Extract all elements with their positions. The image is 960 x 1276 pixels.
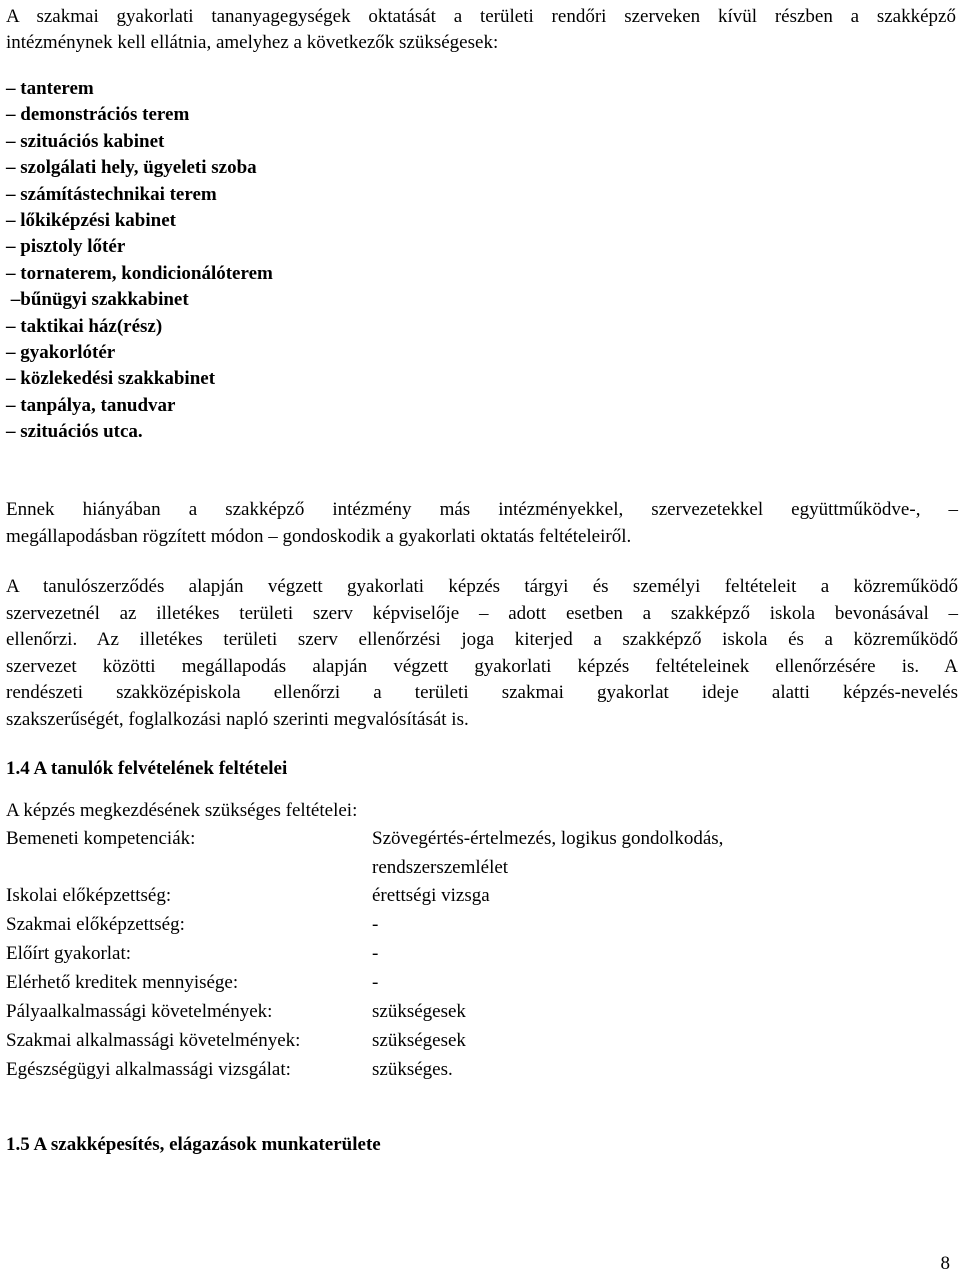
intro-line: intézménynek kell ellátnia, amelyhez a következők szükségesek: [6,32,499,53]
list-item: – szituációs utca. [6,421,143,443]
list-item: – tanterem [6,78,94,99]
requirement-value: szükséges. [372,1059,453,1080]
table-row [6,881,812,910]
section-heading-admission: 1.4 A tanulók felvételének feltételei [6,758,288,779]
page-number: 8 [940,1253,950,1274]
list-item: – szolgálati hely, ügyeleti szoba [6,157,257,179]
list-item: – taktikai ház(rész) [6,315,163,337]
requirements-title: A képzés megkezdésének szükséges feltételei: [6,800,358,821]
table-row [6,824,812,881]
intro-paragraph [6,4,956,56]
list-item: – tanpálya, tanudvar [6,394,176,416]
alternative-arrangement-paragraph [6,497,958,550]
paragraph-line: szakszerűségét, foglalkozási napló szerinti megvalósítását is. [6,708,469,730]
paragraph-line: Ennek hiányában a szakképző intézmény más intézményekkel, szervezetekkel együttműködve-, – [6,499,958,520]
list-item: – számítástechnikai terem [6,183,217,205]
requirements-table [6,824,812,1084]
requirement-label: Bemeneti kompetenciák: [6,828,196,849]
list-item: –bűnügyi szakkabinet [6,289,189,311]
list-item: – demonstrációs terem [6,104,190,126]
requirement-value: érettségi vizsga [372,885,490,906]
requirement-label: Iskolai előképzettség: [6,885,172,906]
list-item: – szituációs kabinet [6,130,165,152]
table-row [6,910,812,939]
table-row [6,939,812,968]
paragraph-line: szervezet közötti megállapodás alapján végzett gyakorlati képzés feltételeinek ellenőrzésére is. A [6,655,958,677]
requirement-value: - [372,972,379,993]
requirement-value-line: Szövegértés-értelmezés, logikus gondolkodás, [372,828,724,849]
section-heading-work-area: 1.5 A szakképesítés, elágazások munkaterülete [6,1134,381,1155]
paragraph-line: ellenőrzi. Az illetékes területi szerv ellenőrzési joga kiterjed a szakképző iskola és a közreműködő [6,629,958,650]
table-row [6,1026,812,1055]
list-item: – lőkiképzési kabinet [6,210,176,232]
table-row [6,1055,812,1084]
requirement-label: Szakmai előképzettség: [6,914,185,935]
requirement-value: szükségesek [372,1030,466,1051]
intro-line: A szakmai gyakorlati tananyagegységek oktatását a területi rendőri szerveken kívül részben a szakképző [6,6,956,27]
table-row [6,997,812,1026]
list-item: – pisztoly lőtér [6,236,126,258]
requirement-value-line: rendszerszemlélet [372,857,509,878]
requirement-label: Előírt gyakorlat: [6,943,132,964]
requirement-label: Egészségügyi alkalmassági vizsgálat: [6,1059,291,1080]
requirement-label: Szakmai alkalmassági követelmények: [6,1030,301,1051]
paragraph-line: A tanulószerződés alapján végzett gyakorlati képzés tárgyi és személyi feltételeit a közreműködő [6,576,958,597]
requirement-value [372,824,812,881]
requirement-label: Elérhető kreditek mennyisége: [6,972,239,993]
contract-inspection-paragraph [6,574,958,733]
list-item: – tornaterem, kondicionálóterem [6,262,273,284]
requirement-value: - [372,943,379,964]
paragraph-line: szervezetnél az illetékes területi szerv képviselője – adott esetben a szakképző iskola bevonásával – [6,602,958,624]
paragraph-line: rendészeti szakközépiskola ellenőrzi a területi szakmai gyakorlat ideje alatti képzés-nevelés [6,682,958,703]
requirement-label: Pályaalkalmassági követelmények: [6,1001,273,1022]
table-row [6,968,812,997]
list-item: – közlekedési szakkabinet [6,368,216,390]
facilities-list [6,76,273,446]
list-item: – gyakorlótér [6,342,116,364]
requirement-value: szükségesek [372,1001,466,1022]
requirement-value: - [372,914,379,935]
paragraph-line: megállapodásban rögzített módon – gondoskodik a gyakorlati oktatás feltételeiről. [6,525,632,547]
